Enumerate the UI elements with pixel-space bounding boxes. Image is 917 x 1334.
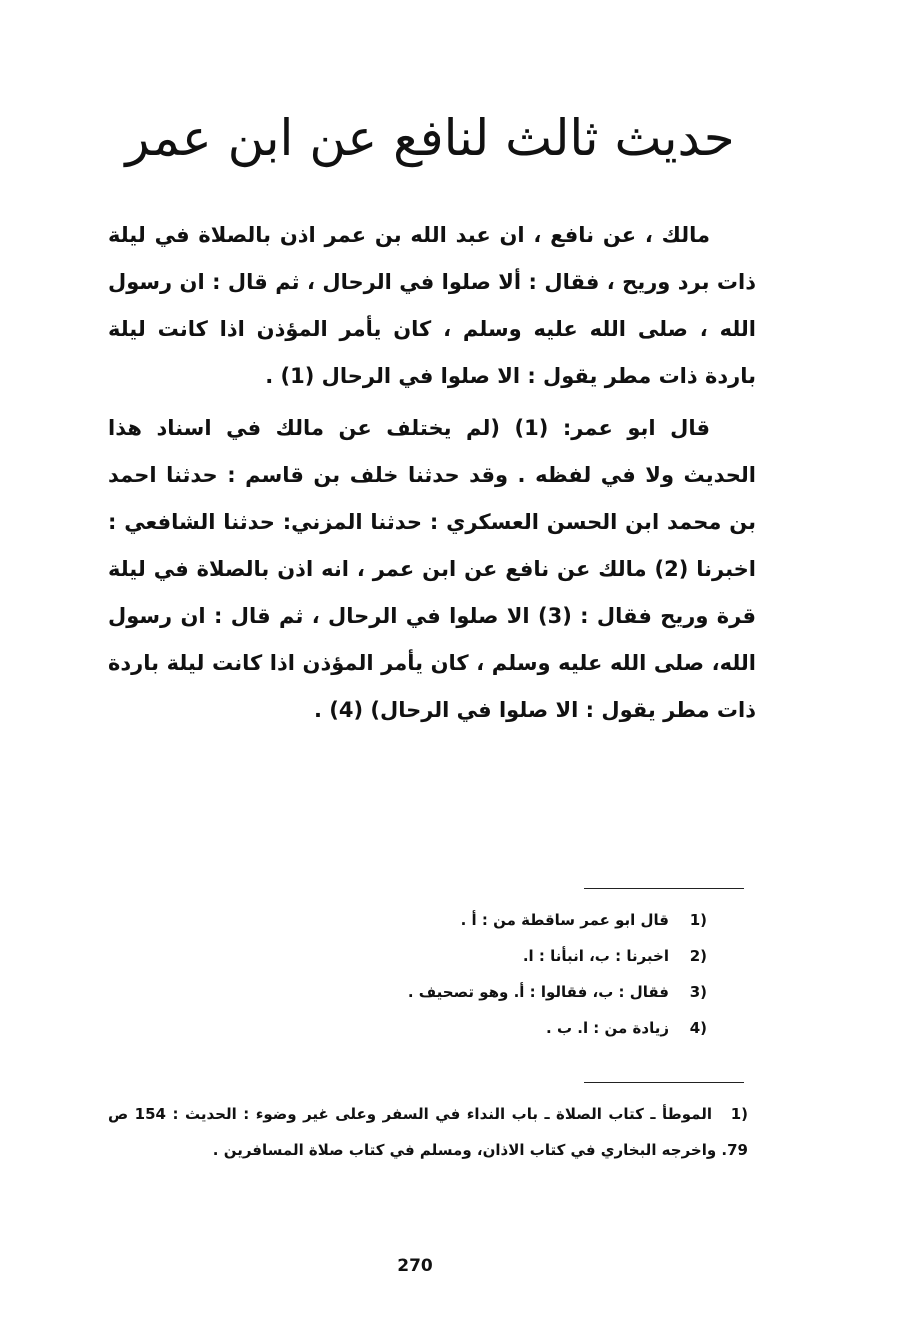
footnote-text: اخبرنا : ب، انبأنا : ا. bbox=[522, 947, 669, 965]
source-footnote bbox=[108, 1096, 748, 1168]
variant-footnotes bbox=[277, 902, 707, 1046]
footnote-text: زيادة من : ا. ب . bbox=[546, 1019, 669, 1037]
footnote-item bbox=[277, 938, 707, 974]
footnote-divider bbox=[584, 888, 744, 889]
footnote-text: فقال : ب، فقالوا : أ. وهو تصحيف . bbox=[407, 983, 669, 1001]
page-number: 270 bbox=[397, 1256, 433, 1276]
footnote-text: قال ابو عمر ساقطة من : أ . bbox=[460, 911, 669, 929]
main-text bbox=[108, 212, 756, 734]
footnote-item bbox=[277, 1010, 707, 1046]
footnote-number: 2) bbox=[689, 947, 707, 965]
footnote-number: 4) bbox=[689, 1019, 707, 1037]
footnote-item bbox=[277, 974, 707, 1010]
commentary-paragraph: قال ابو عمر: (1) (لم يختلف عن مالك في اسناد هذا الحديث ولا في لفظه . وقد حدثنا خلف بن قاسم : حدثنا احمد بن محمد ابن الحسن العسكري : حدثنا المزني: حدثنا الشافعي : اخبرنا (2) مالك عن نافع عن ابن عمر ، انه اذن بالصلاة في ليلة قرة وريح فقال : (3) الا صلوا في الرحال ، ثم قال : ان رسول الله، صلى الله عليه وسلم ، كان يأمر المؤذن اذا كانت ليلة باردة ذات مطر يقول : الا صلوا في الرحال) (4) . bbox=[108, 416, 757, 722]
footnote-item bbox=[277, 902, 707, 938]
hadith-paragraph: مالك ، عن نافع ، ان عبد الله بن عمر اذن بالصلاة في ليلة ذات برد وريح ، فقال : ألا صلوا في الرحال ، ثم قال : ان رسول الله ، صلى الله عليه وسلم ، كان يأمر المؤذن اذا كانت ليلة باردة ذات مطر يقول : الا صلوا في الرحال (1) . bbox=[108, 223, 756, 388]
footnote-number: 1) bbox=[689, 911, 707, 929]
footnote-text: الموطأ ـ كتاب الصلاة ـ باب النداء في السفر وعلى غير وضوء : الحديث : 154 ص 79. واخرجه البخاري في كتاب الاذان، ومسلم في كتاب صلاة المسافرين . bbox=[108, 1105, 748, 1159]
footnote-number: 1) bbox=[730, 1105, 748, 1123]
hadith-title: حديث ثالث لنافع عن ابن عمر bbox=[125, 109, 735, 167]
footnote-divider bbox=[584, 1082, 744, 1083]
footnote-number: 3) bbox=[689, 983, 707, 1001]
